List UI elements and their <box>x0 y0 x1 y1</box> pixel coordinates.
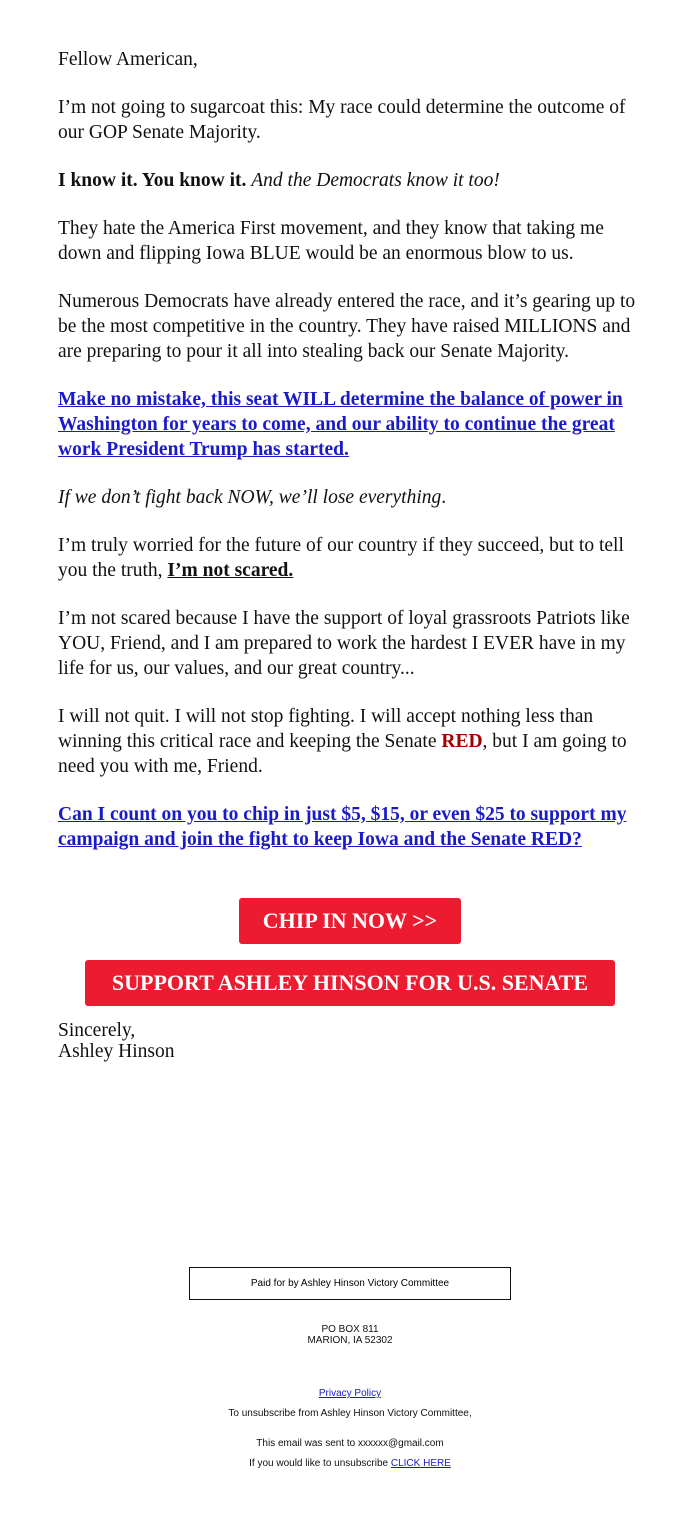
address-line: PO BOX 811 <box>321 1324 379 1335</box>
paid-for-disclaimer: Paid for by Ashley Hinson Victory Committee <box>189 1267 511 1300</box>
red-text: RED <box>441 731 483 752</box>
mailing-address <box>0 1324 700 1346</box>
bold-underlined-text: I’m not scared. <box>167 560 294 581</box>
support-hinson-button[interactable]: SUPPORT ASHLEY HINSON FOR U.S. SENATE <box>85 960 615 1006</box>
paragraph: Numerous Democrats have already entered the race, and it’s gearing up to be the most competitive in the country. They have raised MILLIONS and are preparing to pour it all into stealing back our Senate Majority. <box>58 291 636 362</box>
signature <box>58 1020 174 1062</box>
italic-text: And the Democrats know it too! <box>251 170 500 191</box>
unsubscribe-line <box>0 1458 700 1469</box>
paragraph <box>58 533 648 583</box>
unsubscribe-link[interactable]: CLICK HERE <box>390 1458 451 1469</box>
text: , but I am going to need you with me, Friend. <box>58 731 627 777</box>
bold-text: I know it. You know it. <box>58 170 247 191</box>
unsubscribe-prompt: If you would like to unsubscribe <box>249 1458 391 1469</box>
unsubscribe-from-text: To unsubscribe from Ashley Hinson Victory Committee, <box>228 1408 472 1419</box>
paragraph: They hate the America First movement, and they know that taking me down and flipping Iowa BLUE would be an enormous blow to us. <box>58 218 604 264</box>
text: I’m truly worried for the future of our country if they succeed, but to tell you the truth, <box>58 535 624 581</box>
paragraph: I’m not scared because I have the support of loyal grassroots Patriots like YOU, Friend, and I am prepared to work the hardest I EVER have in my life for us, our values, and our great country... <box>58 608 630 679</box>
period: . <box>441 487 447 508</box>
donate-link-chip-in[interactable]: Can I count on you to chip in just $5, $15, or even $25 to support my campaign and join the fight to keep Iowa and the Senate RED? <box>58 804 627 850</box>
text: I will not quit. I will not stop fighting. I will accept nothing less than winning this critical race and keeping the Senate <box>58 706 594 752</box>
sent-to-text: This email was sent to xxxxxx@gmail.com <box>256 1438 444 1449</box>
closing: Sincerely, <box>58 1020 136 1041</box>
letter-body <box>58 47 648 875</box>
paragraph <box>58 485 648 510</box>
paragraph <box>58 168 648 193</box>
signer-name: Ashley Hinson <box>58 1041 175 1062</box>
paragraph <box>58 704 648 779</box>
address-line: MARION, IA 52302 <box>307 1335 393 1346</box>
donate-link-balance-of-power[interactable]: Make no mistake, this seat WILL determine the balance of power in Washington for years to come, and our ability to continue the great work President Trump has started. <box>58 389 623 460</box>
chip-in-now-button[interactable]: CHIP IN NOW >> <box>239 898 461 944</box>
greeting: Fellow American, <box>58 49 198 70</box>
privacy-policy-link[interactable]: Privacy Policy <box>318 1388 382 1399</box>
paragraph: I’m not going to sugarcoat this: My race could determine the outcome of our GOP Senate Majority. <box>58 97 626 143</box>
italic-text: If we don’t fight back NOW, we’ll lose everything <box>58 487 442 508</box>
